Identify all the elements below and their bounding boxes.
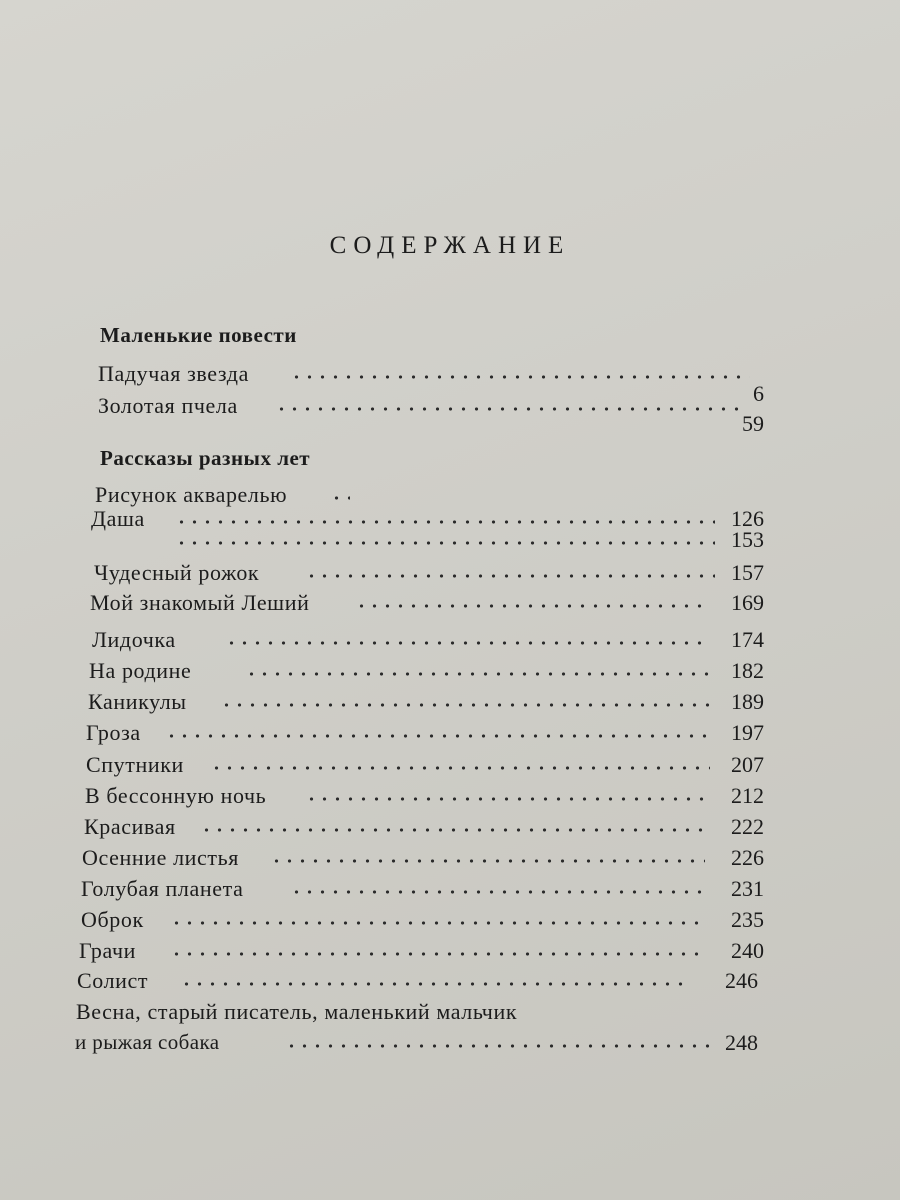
section-title-short-novels: Маленькие повести <box>100 323 297 347</box>
toc-entry <box>0 845 900 875</box>
toc-entry-page: 6 <box>753 381 764 406</box>
toc-entry <box>0 527 900 557</box>
dot-leader <box>210 766 710 770</box>
toc-entry-title: Спутники <box>86 752 184 777</box>
toc-entry-title: Весна, старый писатель, маленький мальчик <box>76 999 518 1024</box>
toc-entry-title: Каникулы <box>88 689 187 714</box>
toc-entry-page: 153 <box>731 527 764 552</box>
toc-entry <box>0 393 900 436</box>
dot-leader <box>290 890 705 894</box>
toc-entry <box>0 999 900 1059</box>
toc-entry-title: Солист <box>77 968 149 993</box>
toc-entry-page: 126 <box>731 506 764 531</box>
toc-entry <box>0 814 900 844</box>
dot-leader <box>245 672 710 676</box>
toc-entry-page: 59 <box>742 411 764 436</box>
dot-leader <box>330 496 350 500</box>
dot-leader <box>285 1044 710 1048</box>
dot-leader <box>165 734 710 738</box>
toc-entry <box>0 783 900 813</box>
toc-entry <box>0 590 900 620</box>
dot-leader <box>220 703 710 707</box>
toc-entry-title-continued: и рыжая собака <box>75 1030 220 1054</box>
contents-heading: СОДЕРЖАНИЕ <box>329 232 571 259</box>
dot-leader <box>225 641 705 645</box>
toc-entry-title: Падучая звезда <box>98 361 249 386</box>
dot-leader <box>275 407 745 411</box>
toc-entry <box>0 907 900 937</box>
toc-entry-title: Грачи <box>79 938 137 963</box>
toc-entry-page: 231 <box>731 876 764 901</box>
toc-entry-page: 240 <box>731 938 764 963</box>
toc-entry-page: 174 <box>731 627 764 652</box>
toc-entry-page: 169 <box>731 590 764 615</box>
section-title-stories: Рассказы разных лет <box>100 446 311 470</box>
dot-leader <box>175 541 715 545</box>
toc-entry <box>0 876 900 906</box>
toc-entry-title: Лидочка <box>92 627 176 652</box>
dot-leader <box>270 859 705 863</box>
toc-entry-title: Осенние листья <box>82 845 239 870</box>
dot-leader <box>170 952 705 956</box>
toc-entry-page: 197 <box>731 720 764 745</box>
dot-leader <box>175 520 715 524</box>
toc-entry-title: Рисунок акварелью <box>95 482 288 507</box>
toc-entry <box>0 627 900 657</box>
toc-entry-title: Красивая <box>84 814 176 839</box>
toc-entry <box>0 752 900 782</box>
dot-leader <box>200 828 705 832</box>
toc-entry-title: Мой знакомый Леший <box>90 590 310 615</box>
dot-leader <box>290 375 750 379</box>
toc-entry-page: 246 <box>725 968 758 993</box>
toc-entry <box>0 938 900 968</box>
toc-entry <box>0 968 900 998</box>
toc-entry-page: 157 <box>731 560 764 585</box>
toc-entry-title: На родине <box>89 658 192 683</box>
dot-leader <box>305 574 715 578</box>
toc-entry-page: 212 <box>731 783 764 808</box>
dot-leader <box>305 797 705 801</box>
toc-entry-title: Чудесный рожок <box>94 560 260 585</box>
toc-entry-page: 207 <box>731 752 764 777</box>
toc-entry-title: Гроза <box>86 720 141 745</box>
toc-entry-page: 235 <box>731 907 764 932</box>
dot-leader <box>180 982 690 986</box>
toc-entry <box>0 658 900 688</box>
toc-entry-page: 182 <box>731 658 764 683</box>
toc-entry-page: 189 <box>731 689 764 714</box>
toc-entry <box>0 689 900 719</box>
toc-entry-title: Оброк <box>81 907 144 932</box>
toc-entry-title: Голубая планета <box>81 876 244 901</box>
toc-entry-title: Даша <box>91 506 145 531</box>
toc-entry-title: В бессонную ночь <box>85 783 267 808</box>
toc-entry <box>0 720 900 750</box>
toc-entry <box>0 560 900 590</box>
toc-entry-page: 222 <box>731 814 764 839</box>
toc-entry-page: 226 <box>731 845 764 870</box>
dot-leader <box>355 604 710 608</box>
toc-entry-page: 248 <box>725 1030 758 1055</box>
toc-entry-title: Золотая пчела <box>98 393 238 418</box>
dot-leader <box>170 921 705 925</box>
